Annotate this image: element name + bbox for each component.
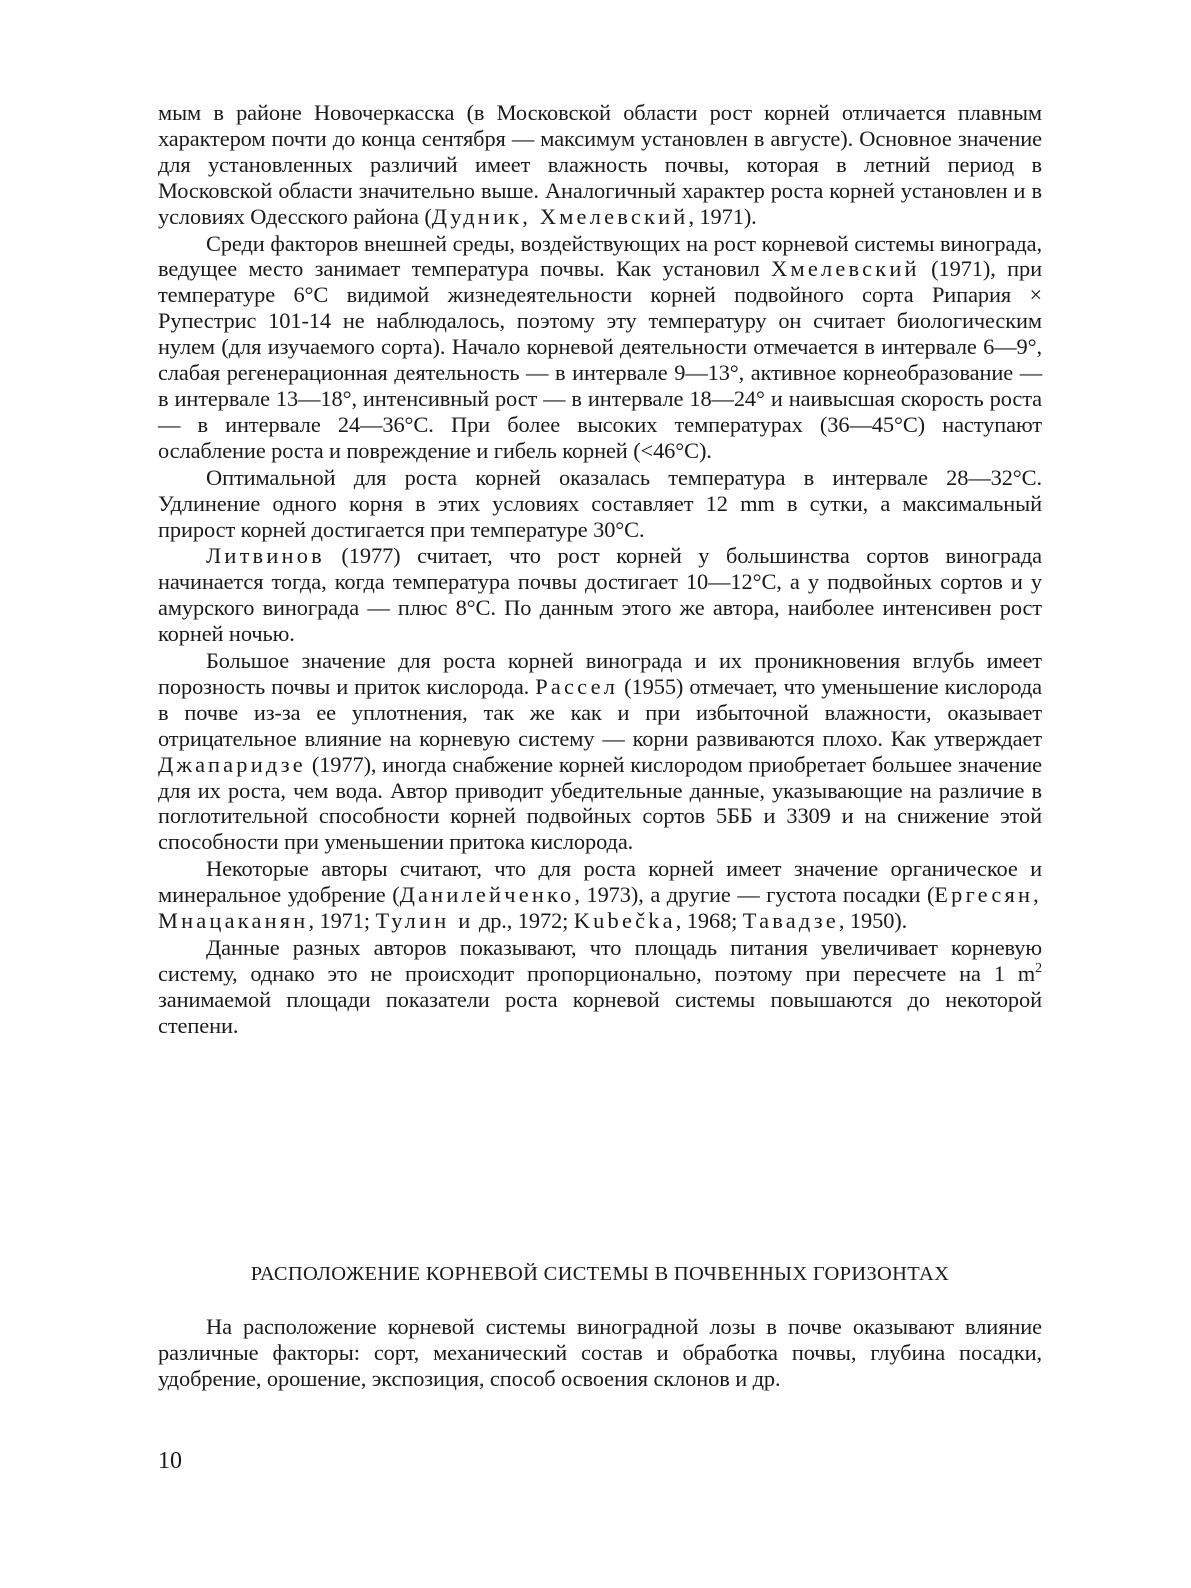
paragraph-1-text: мым в районе Новочеркасска (в Московской области рост корней отличается плавным характером почти до конца сентября — максимум установлен в августе). Основное значение для установленных различий имеет влажность почвы, которая в летний период в Московской области значительно выше. Аналогичный характер роста корней установлен и в условиях Одесского района (	[158, 100, 1042, 229]
section-body	[158, 1314, 1042, 1393]
paragraph-2	[158, 231, 1042, 464]
author-citation: Ергесян, Мнацаканян	[158, 882, 1042, 934]
paragraph-6-mid: , 1968;	[675, 908, 743, 934]
paragraph-2-rest: (1971), при температуре 6°С видимой жизнедеятельности корней подвойного сорта Рипария × Рупестрис 101-14 не наблюдалось, поэтому эту температуру он считает биологическим нулем (для изучаемого сорта). Начало корневой деятельности отмечается в интервале 6—9°, слабая регенерационная деятельность — в интервале 9—13°, активное корнеобразование — в интервале 13—18°, интенсивный рост — в интервале 18—24° и наивысшая скорость роста — в интервале 24—36°С. При более высоких температурах (36—45°С) наступают ослабление роста и повреждение и гибель корней (<46°С).	[158, 256, 1042, 463]
paragraph-2-text: Среди факторов внешней среды, воздействующих на рост корневой системы винограда, ведущее место занимает температура почвы. Как установил	[158, 230, 1042, 282]
paragraph-5-text: Большое значение для роста корней винограда и их проникновения вглубь имеет порозность почвы и приток кислорода.	[158, 648, 1042, 699]
paragraph-6-end: , 1950).	[838, 908, 908, 934]
paragraph-5-rest: (1977), иногда снабжение корней кислородом приобретает большее значение для их роста, чем вода. Автор приводит убедительные данные, указывающие на различие в поглотительной способности корней подвойных сортов 5ББ и 3309 и на снижение этой способности при уменьшении притока кислорода.	[158, 751, 1042, 855]
author-citation: Хмелевский	[771, 256, 920, 282]
superscript: 2	[1035, 960, 1042, 976]
paragraph-4	[158, 543, 1042, 647]
paragraph-6-mid: , 1973), а другие — густота посадки (	[574, 882, 935, 908]
author-citation: Тулин и	[375, 908, 474, 934]
paragraph-4-text: (1977) считает, что рост корней у большинства сортов винограда начинается тогда, когда температура почвы достигает 10—12°С, а у подвойных сортов и у амурского винограда — плюс 8°С. По данным этого же автора, наиболее интенсивен рост корней ночью.	[158, 543, 1042, 647]
paragraph-3: Оптимальной для роста корней оказалась температура в интервале 28—32°С. Удлинение одного корня в этих условиях составляет 12 mm в сутки, а максимальный прирост корней достигается при температуре 30°С.	[158, 464, 1042, 542]
section-heading: РАСПОЛОЖЕНИЕ КОРНЕВОЙ СИСТЕМЫ В ПОЧВЕННЫХ ГОРИЗОНТАХ	[250, 1263, 950, 1285]
paragraph-1-end: , 1971).	[688, 203, 757, 229]
author-citation: Kubečka	[573, 908, 676, 934]
author-citation: Джапаридзе	[158, 751, 306, 777]
author-citation: Рассел	[535, 673, 619, 699]
paragraph-5	[158, 648, 1042, 855]
paragraph-6-mid: , 1971;	[308, 908, 376, 934]
paragraph-6	[158, 856, 1042, 934]
paragraph-7-end: занимаемой площади показатели роста корневой системы повышаются до некоторой степени.	[158, 986, 1042, 1038]
author-citation: Данилейченко	[399, 882, 575, 908]
paragraph-7	[158, 935, 1042, 1039]
paragraph-7-text: Данные разных авторов показывают, что площадь питания увеличивает корневую систему, однако это не происходит пропорционально, поэтому при пересчете на 1 m	[158, 935, 1042, 986]
author-citation: Дудник, Хмелевский	[431, 203, 689, 229]
paragraph-6-mid: др., 1972;	[473, 908, 574, 934]
paragraph-1	[158, 100, 1042, 230]
page-number: 10	[158, 1448, 182, 1474]
body-text	[158, 100, 1042, 1040]
section-paragraph-1: На расположение корневой системы виноградной лозы в почве оказывают влияние различные факторы: сорт, механический состав и обработка почвы, глубина посадки, удобрение, орошение, экспозиция, способ освоения склонов и др.	[158, 1314, 1042, 1391]
author-citation: Тавадзе	[742, 908, 839, 934]
author-citation: Литвинов	[206, 543, 325, 569]
paragraph-5-mid: (1955) отмечает, что уменьшение кислорода в почве из-за ее уплотнения, так же как и при избыточной влажности, оказывает отрицательное влияние на корневую систему — корни развиваются плохо. Как утверждает	[158, 673, 1042, 751]
paragraph-6-text: Некоторые авторы считают, что для роста корней имеет значение органическое и минеральное удобрение (	[158, 856, 1042, 908]
